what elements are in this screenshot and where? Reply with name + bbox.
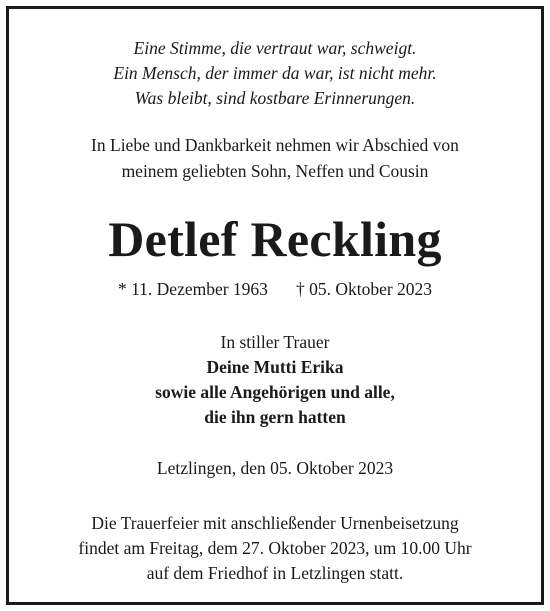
funeral-info-line: Die Trauerfeier mit anschließender Urnenbeisetzung [91, 513, 459, 533]
mourner-line: die ihn gern hatten [204, 407, 346, 427]
poem-line: Was bleibt, sind kostbare Erinnerungen. [134, 88, 416, 108]
birth-date: * 11. Dezember 1963 [117, 279, 268, 299]
intro-line: In Liebe und Dankbarkeit nehmen wir Abschied von [91, 135, 459, 155]
mourner-line: Deine Mutti Erika [206, 357, 344, 377]
poem-line: Ein Mensch, der immer da war, ist nicht mehr. [113, 63, 437, 83]
funeral-info-line: auf dem Friedhof in Letzlingen statt. [146, 563, 404, 583]
mourning-intro: In stiller Trauer [220, 332, 330, 352]
obituary-notice [6, 6, 544, 605]
funeral-info-line: findet am Freitag, dem 27. Oktober 2023, um 10.00 Uhr [78, 538, 472, 558]
deceased-name: Detlef Reckling [108, 211, 442, 267]
life-dates [9, 277, 541, 301]
mourner-line: sowie alle Angehörigen und alle, [155, 382, 395, 402]
poem-line: Eine Stimme, die vertraut war, schweigt. [133, 38, 417, 58]
death-date: † 05. Oktober 2023 [295, 279, 433, 299]
place-date: Letzlingen, den 05. Oktober 2023 [156, 458, 394, 478]
intro-line: meinem geliebten Sohn, Neffen und Cousin [121, 161, 429, 181]
